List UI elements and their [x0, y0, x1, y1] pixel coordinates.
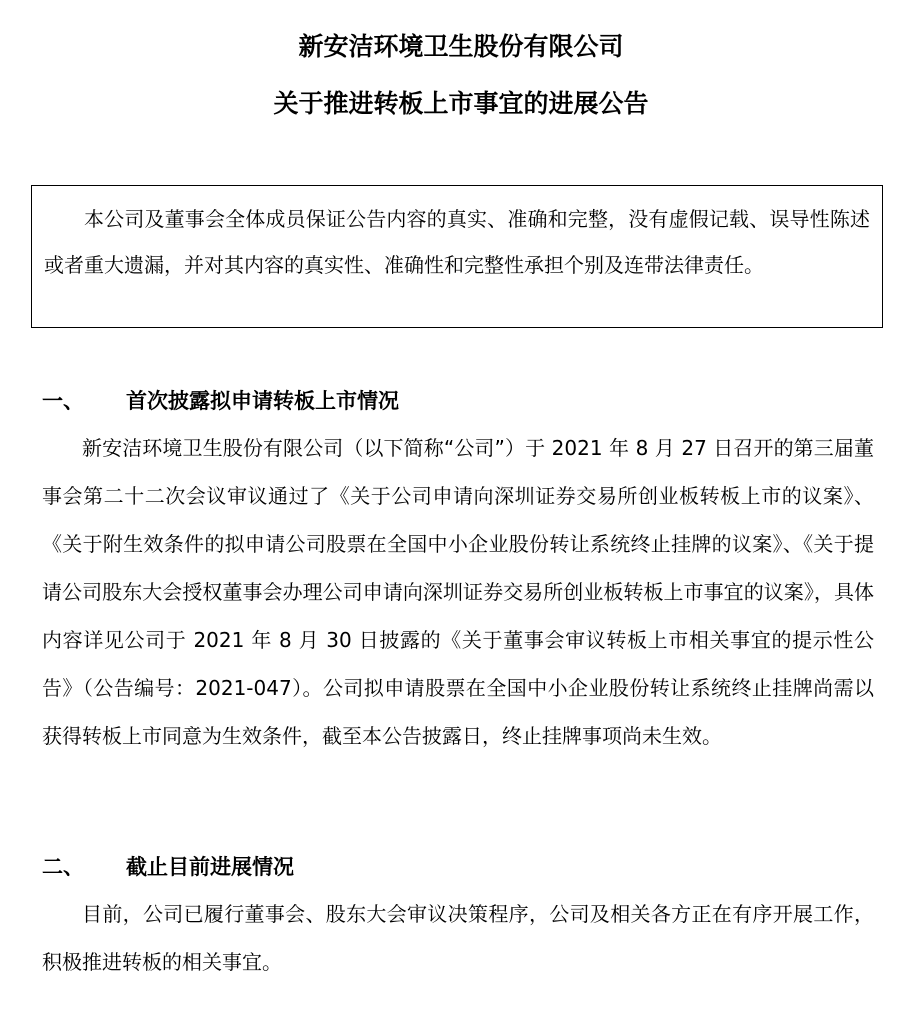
- section-2-number: 二、: [42, 855, 84, 879]
- section-1-paragraph: 新安洁环境卫生股份有限公司（以下简称“公司”）于 2021 年 8 月 27 日召开的第三届董事会第二十二次会议审议通过了《关于公司申请向深圳证券交易所创业板转板上市的议案》、《关于附生效条件的拟申请公司股票在全国中小企业股份转让系统终止挂牌的议案》、《关于提请公司股东大会授权董事会办理公司申请向深圳证券交易所创业板转板上市事宜的议案》，具体内容详见公司于 2021 年 8 月 30 日披露的《关于董事会审议转板上市相关事宜的提示性公告》（公告编号：2021-047）。公司拟申请股票在全国中小企业股份转让系统终止挂牌尚需以获得转板上市同意为生效条件，截至本公告披露日，终止挂牌事项尚未生效。: [42, 436, 874, 748]
- section-1-body: [42, 424, 874, 760]
- section-2-heading: [42, 852, 294, 882]
- document-title-subject: 关于推进转板上市事宜的进展公告: [273, 89, 649, 118]
- section-2-body: [42, 890, 874, 986]
- disclaimer-text: 本公司及董事会全体成员保证公告内容的真实、准确和完整，没有虚假记载、误导性陈述或者重大遗漏，并对其内容的真实性、准确性和完整性承担个别及连带法律责任。: [44, 207, 870, 277]
- section-1-number: 一、: [42, 389, 84, 413]
- section-1-title: 首次披露拟申请转板上市情况: [126, 389, 399, 413]
- section-2-title: 截止目前进展情况: [126, 855, 294, 879]
- section-1-heading: [42, 386, 399, 416]
- document-title-company: 新安洁环境卫生股份有限公司: [298, 32, 624, 61]
- disclaimer-box: [31, 185, 883, 328]
- section-2-paragraph: 目前，公司已履行董事会、股东大会审议决策程序，公司及相关各方正在有序开展工作，积极推进转板的相关事宜。: [42, 902, 874, 974]
